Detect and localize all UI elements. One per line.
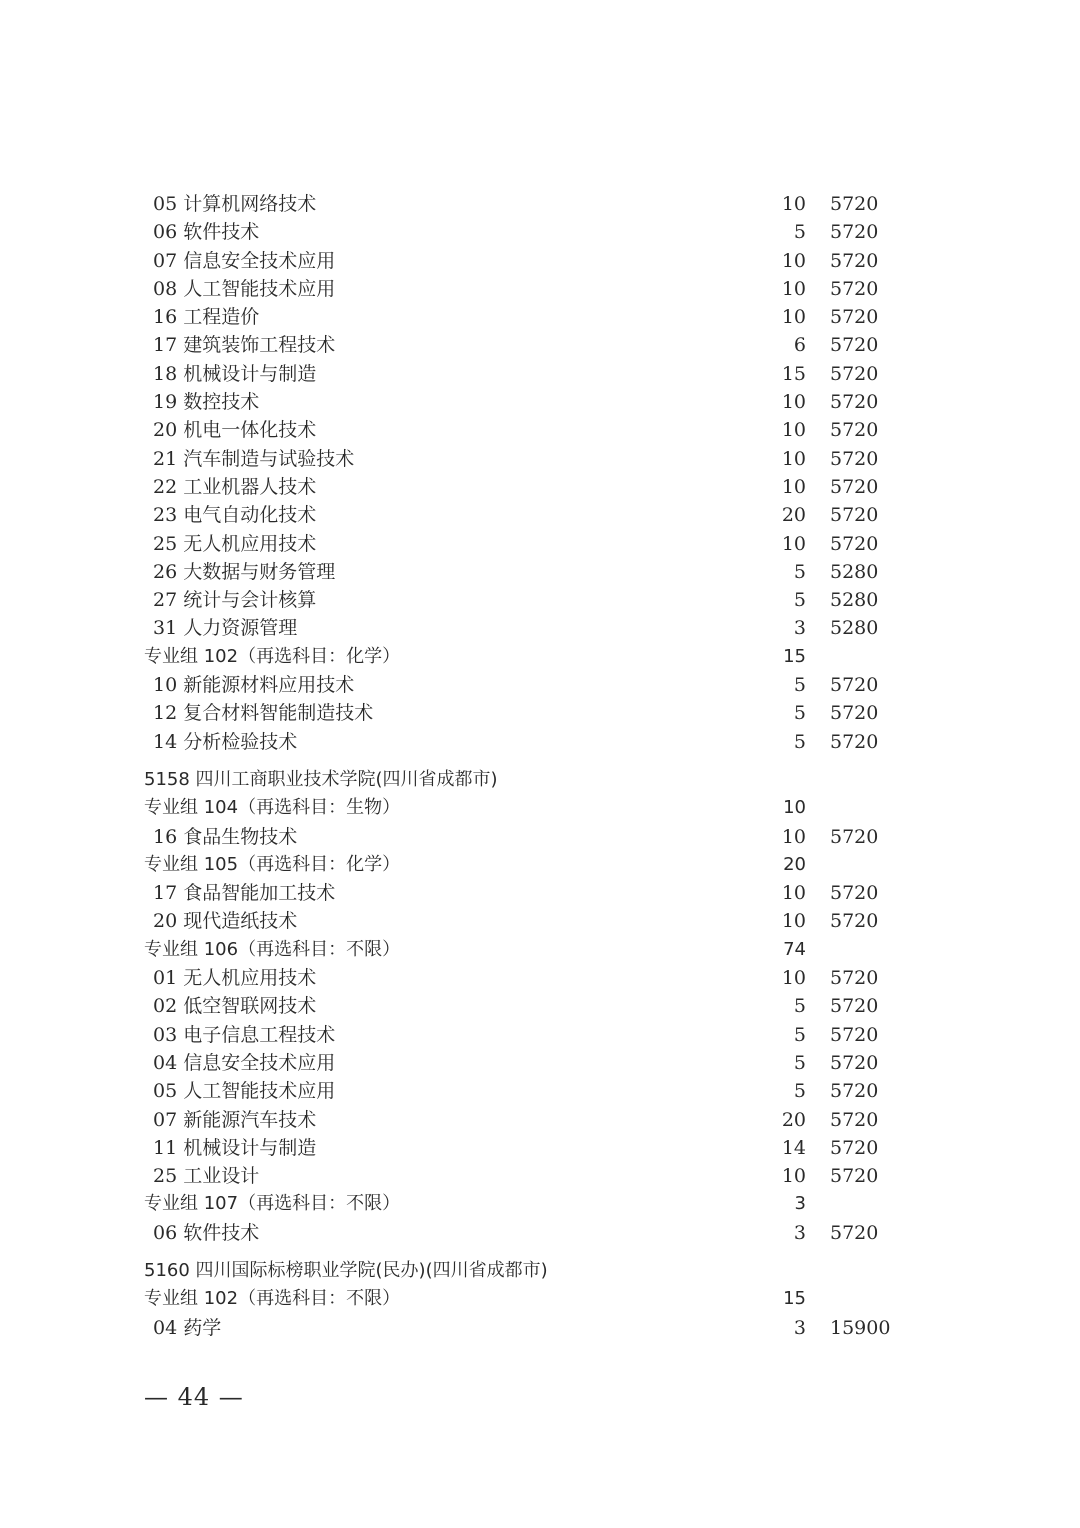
major-row	[0, 992, 1080, 1020]
major-group-row	[0, 1285, 1080, 1313]
major-name: 27 统计与会计核算	[153, 589, 317, 612]
enrollment-count: 15	[783, 645, 806, 667]
major-name: 21 汽车制造与试验技术	[153, 447, 355, 470]
major-name: 04 药学	[153, 1316, 222, 1339]
tuition-fee: 5720	[830, 967, 879, 990]
group-name: 专业组 104（再选科目：生物）	[144, 797, 401, 819]
major-row	[0, 218, 1080, 246]
enrollment-count: 5	[793, 560, 806, 583]
enrollment-count: 5	[793, 1051, 806, 1074]
tuition-fee: 5720	[830, 1023, 879, 1046]
enrollment-count: 6	[793, 334, 806, 357]
major-row	[0, 247, 1080, 275]
enrollment-count: 14	[781, 1136, 806, 1159]
major-row	[0, 1049, 1080, 1077]
enrollment-count: 10	[781, 277, 806, 300]
group-name: 专业组 106（再选科目：不限）	[144, 938, 401, 960]
enrollment-count: 10	[781, 193, 806, 215]
tuition-fee: 5720	[830, 730, 879, 753]
enrollment-count: 10	[783, 797, 806, 819]
tuition-fee: 5720	[830, 419, 879, 442]
enrollment-count: 10	[781, 882, 806, 905]
major-name: 03 电子信息工程技术	[153, 1023, 336, 1046]
major-row	[0, 1134, 1080, 1162]
major-row	[0, 530, 1080, 558]
major-name: 06 软件技术	[153, 221, 260, 244]
major-group-row	[0, 794, 1080, 822]
enrollment-count: 10	[781, 249, 806, 272]
major-row	[0, 1162, 1080, 1190]
tuition-fee: 5720	[830, 391, 879, 414]
major-name: 05 人工智能技术应用	[153, 1080, 336, 1103]
major-row	[0, 190, 1080, 218]
major-name: 22 工业机器人技术	[153, 475, 317, 498]
major-name: 11 机械设计与制造	[153, 1136, 317, 1159]
major-row	[0, 1106, 1080, 1134]
major-name: 10 新能源材料应用技术	[153, 674, 355, 697]
enrollment-table	[0, 190, 1080, 1342]
tuition-fee: 5280	[830, 560, 879, 583]
enrollment-count: 5	[793, 1080, 806, 1103]
tuition-fee: 5720	[830, 221, 879, 244]
school-name: 5158 四川工商职业技术学院(四川省成都市)	[144, 768, 498, 790]
tuition-fee: 5720	[830, 702, 879, 725]
group-name: 专业组 102（再选科目：化学）	[144, 645, 401, 667]
tuition-fee: 5720	[830, 995, 879, 1018]
major-row	[0, 728, 1080, 756]
major-row	[0, 303, 1080, 331]
major-name: 07 信息安全技术应用	[153, 249, 336, 272]
enrollment-count: 10	[781, 419, 806, 442]
major-name: 04 信息安全技术应用	[153, 1051, 336, 1074]
major-row	[0, 558, 1080, 586]
enrollment-count: 10	[781, 1165, 806, 1188]
tuition-fee: 15900	[830, 1316, 891, 1339]
major-name: 31 人力资源管理	[153, 617, 298, 640]
tuition-fee: 5720	[830, 882, 879, 905]
major-name: 17 食品智能加工技术	[153, 882, 336, 905]
major-row	[0, 416, 1080, 444]
major-row	[0, 699, 1080, 727]
tuition-fee: 5280	[830, 589, 879, 612]
enrollment-count: 20	[781, 504, 806, 527]
tuition-fee: 5280	[830, 617, 879, 640]
group-name: 专业组 102（再选科目：不限）	[144, 1288, 401, 1310]
major-group-row	[0, 1190, 1080, 1218]
major-row	[0, 586, 1080, 614]
major-name: 05 计算机网络技术	[153, 193, 317, 215]
major-name: 25 无人机应用技术	[153, 532, 317, 555]
major-name: 07 新能源汽车技术	[153, 1108, 317, 1131]
tuition-fee: 5720	[830, 1080, 879, 1103]
enrollment-count: 74	[783, 938, 806, 960]
major-row	[0, 879, 1080, 907]
enrollment-count: 3	[793, 1316, 806, 1339]
school-name: 5160 四川国际标榜职业学院(民办)(四川省成都市)	[144, 1259, 548, 1281]
major-row	[0, 1314, 1080, 1342]
tuition-fee: 5720	[830, 447, 879, 470]
major-row	[0, 501, 1080, 529]
enrollment-count: 5	[793, 589, 806, 612]
major-name: 16 食品生物技术	[153, 825, 298, 848]
tuition-fee: 5720	[830, 532, 879, 555]
major-row	[0, 331, 1080, 359]
enrollment-count: 3	[794, 1193, 806, 1215]
major-row	[0, 275, 1080, 303]
enrollment-count: 20	[781, 1108, 806, 1131]
page-number: — 44 —	[144, 1383, 244, 1411]
major-row	[0, 360, 1080, 388]
tuition-fee: 5720	[830, 1108, 879, 1131]
tuition-fee: 5720	[830, 825, 879, 848]
major-name: 01 无人机应用技术	[153, 967, 317, 990]
major-name: 17 建筑装饰工程技术	[153, 334, 336, 357]
major-name: 02 低空智联网技术	[153, 995, 317, 1018]
tuition-fee: 5720	[830, 249, 879, 272]
enrollment-count: 10	[781, 447, 806, 470]
tuition-fee: 5720	[830, 910, 879, 933]
major-name: 06 软件技术	[153, 1221, 260, 1244]
major-row	[0, 964, 1080, 992]
major-name: 25 工业设计	[153, 1165, 260, 1188]
major-name: 23 电气自动化技术	[153, 504, 317, 527]
school-header-row	[0, 766, 1080, 794]
major-row	[0, 823, 1080, 851]
major-name: 14 分析检验技术	[153, 730, 298, 753]
enrollment-count: 3	[793, 1221, 806, 1244]
major-name: 08 人工智能技术应用	[153, 277, 336, 300]
major-row	[0, 1219, 1080, 1247]
major-row	[0, 445, 1080, 473]
enrollment-count: 5	[793, 702, 806, 725]
major-row	[0, 671, 1080, 699]
tuition-fee: 5720	[830, 362, 879, 385]
enrollment-count: 15	[783, 1288, 806, 1310]
enrollment-count: 5	[793, 674, 806, 697]
enrollment-count: 10	[781, 967, 806, 990]
tuition-fee: 5720	[830, 475, 879, 498]
major-name: 16 工程造价	[153, 306, 260, 329]
enrollment-count: 15	[781, 362, 806, 385]
tuition-fee: 5720	[830, 193, 879, 215]
tuition-fee: 5720	[830, 334, 879, 357]
major-name: 20 机电一体化技术	[153, 419, 317, 442]
tuition-fee: 5720	[830, 504, 879, 527]
major-row	[0, 907, 1080, 935]
enrollment-count: 10	[781, 825, 806, 848]
major-group-row	[0, 936, 1080, 964]
enrollment-count: 5	[793, 221, 806, 244]
major-name: 26 大数据与财务管理	[153, 560, 336, 583]
group-name: 专业组 105（再选科目：化学）	[144, 853, 401, 875]
major-group-row	[0, 851, 1080, 879]
enrollment-count: 5	[793, 730, 806, 753]
tuition-fee: 5720	[830, 1221, 879, 1244]
group-name: 专业组 107（再选科目：不限）	[144, 1193, 401, 1215]
school-header-row	[0, 1257, 1080, 1285]
tuition-fee: 5720	[830, 674, 879, 697]
major-row	[0, 614, 1080, 642]
tuition-fee: 5720	[830, 1051, 879, 1074]
enrollment-count: 3	[793, 617, 806, 640]
major-group-row	[0, 643, 1080, 671]
major-name: 19 数控技术	[153, 391, 260, 414]
enrollment-count: 10	[781, 532, 806, 555]
major-row	[0, 1021, 1080, 1049]
enrollment-count: 20	[783, 853, 806, 875]
major-name: 12 复合材料智能制造技术	[153, 702, 374, 725]
tuition-fee: 5720	[830, 277, 879, 300]
enrollment-count: 5	[793, 1023, 806, 1046]
major-name: 18 机械设计与制造	[153, 362, 317, 385]
tuition-fee: 5720	[830, 1136, 879, 1159]
tuition-fee: 5720	[830, 306, 879, 329]
major-row	[0, 473, 1080, 501]
tuition-fee: 5720	[830, 1165, 879, 1188]
enrollment-count: 10	[781, 306, 806, 329]
enrollment-count: 10	[781, 391, 806, 414]
major-row	[0, 388, 1080, 416]
enrollment-count: 10	[781, 475, 806, 498]
major-name: 20 现代造纸技术	[153, 910, 298, 933]
enrollment-count: 5	[793, 995, 806, 1018]
major-row	[0, 1077, 1080, 1105]
enrollment-count: 10	[781, 910, 806, 933]
